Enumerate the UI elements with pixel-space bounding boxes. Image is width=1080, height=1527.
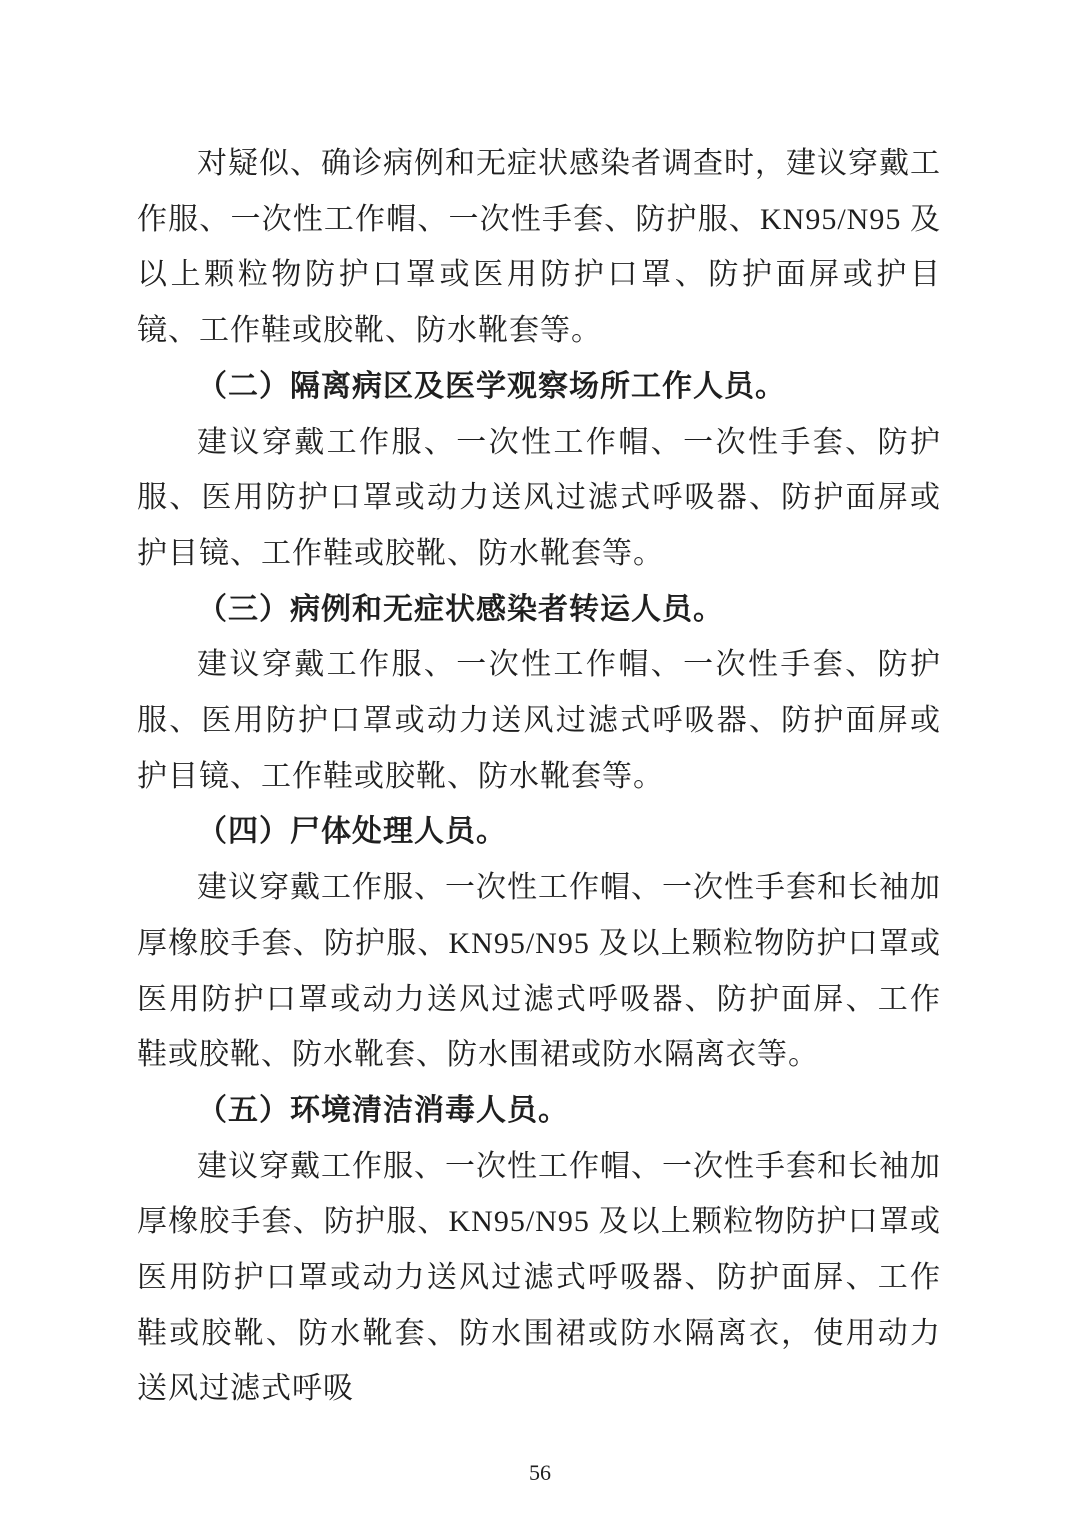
body-paragraph: 建议穿戴工作服、一次性工作帽、一次性手套、防护服、医用防护口罩或动力送风过滤式呼吸器、防护面屏或护目镜、工作鞋或胶靴、防水靴套等。 <box>137 425 941 570</box>
body-paragraph: 建议穿戴工作服、一次性工作帽、一次性手套、防护服、医用防护口罩或动力送风过滤式呼吸器、防护面屏或护目镜、工作鞋或胶靴、防水靴套等。 <box>137 648 941 793</box>
section-heading: （四）尸体处理人员。 <box>197 815 507 849</box>
section-heading: （五）环境清洁消毒人员。 <box>197 1093 569 1127</box>
body-paragraph: 建议穿戴工作服、一次性工作帽、一次性手套和长袖加厚橡胶手套、防护服、KN95/N95 及以上颗粒物防护口罩或医用防护口罩或动力送风过滤式呼吸器、防护面屏、工作鞋或胶靴、防水靴套、防水围裙或防水隔离衣，使用动力送风过滤式呼吸 <box>137 1149 941 1406</box>
section-heading: （二）隔离病区及医学观察场所工作人员。 <box>197 369 786 403</box>
body-paragraph: 对疑似、确诊病例和无症状感染者调查时，建议穿戴工作服、一次性工作帽、一次性手套、防护服、KN95/N95 及以上颗粒物防护口罩或医用防护口罩、防护面屏或护目镜、工作鞋或胶靴、防水靴套等。 <box>137 147 941 348</box>
page-number: 56 <box>529 1460 551 1485</box>
section-heading: （三）病例和无症状感染者转运人员。 <box>197 592 724 626</box>
body-paragraph: 建议穿戴工作服、一次性工作帽、一次性手套和长袖加厚橡胶手套、防护服、KN95/N95 及以上颗粒物防护口罩或医用防护口罩或动力送风过滤式呼吸器、防护面屏、工作鞋或胶靴、防水靴套、防水围裙或防水隔离衣等。 <box>137 871 941 1072</box>
document-body <box>137 136 941 1417</box>
